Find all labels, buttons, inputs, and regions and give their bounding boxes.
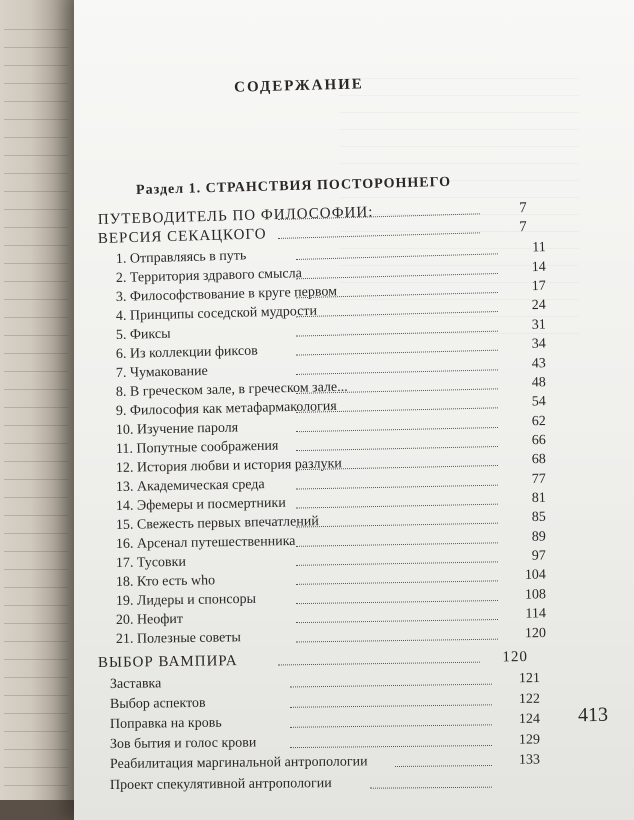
toc-page-number: 114: [504, 606, 546, 623]
toc-page-number: 129: [498, 732, 540, 748]
dot-leader: [296, 580, 498, 585]
dot-leader: [296, 427, 498, 432]
toc-page-number: 17: [504, 279, 546, 296]
toc-title: 20. Неофит: [116, 612, 183, 629]
toc-title: 2. Территория здравого смысла: [116, 266, 302, 287]
toc-page-number: 68: [504, 452, 546, 469]
toc-title: ВЫБОР ВАМПИРА: [98, 653, 238, 672]
page-title: СОДЕРЖАНИЕ: [174, 75, 424, 99]
dot-leader: [296, 273, 498, 279]
toc-page-number: 121: [498, 671, 540, 688]
toc-title: ВЕРСИЯ СЕКАЦКОГО: [98, 226, 267, 248]
toc-title: 18. Кто есть who: [116, 573, 215, 591]
dot-leader: [290, 724, 492, 727]
dot-leader: [296, 331, 498, 337]
dot-leader: [296, 523, 498, 528]
toc-page-number: 43: [504, 356, 546, 373]
toc-page-number: 104: [504, 567, 546, 584]
dot-leader: [395, 765, 492, 767]
toc-page-number: 66: [504, 433, 546, 450]
left-page-edge: [0, 0, 78, 800]
dot-leader: [296, 600, 498, 604]
toc-title: 11. Попутные соображения: [116, 439, 279, 458]
toc-title: ПУТЕВОДИТЕЛЬ ПО ФИЛОСОФИИ:: [98, 204, 374, 229]
dot-leader: [296, 619, 498, 623]
dot-leader: [296, 542, 498, 547]
toc-title: 9. Философия как метафармакология: [116, 399, 337, 420]
toc-title: 10. Изучение пароля: [116, 420, 239, 439]
dot-leader: [296, 350, 498, 356]
dot-leader: [278, 232, 480, 239]
toc-title: 7. Чумакование: [116, 364, 208, 382]
toc-title: Заставка: [110, 676, 162, 693]
toc-title: 6. Из коллекции фиксов: [116, 344, 258, 363]
toc-title: Поправка на кровь: [110, 716, 222, 733]
toc-page-number: 62: [504, 414, 546, 431]
dot-leader: [290, 684, 492, 688]
toc-page-number: 48: [504, 375, 546, 392]
toc-title: 13. Академическая среда: [116, 477, 265, 496]
toc-page-number: 124: [498, 712, 540, 729]
toc-row: [110, 774, 540, 800]
toc-page-number: 54: [504, 394, 546, 411]
contents-page: [74, 0, 634, 820]
dot-leader: [296, 253, 498, 260]
toc-page-number: 85: [504, 510, 546, 527]
toc-page-number: 133: [498, 752, 540, 768]
toc-title: 15. Свежесть первых впечатлений: [116, 514, 319, 534]
toc-title: 1. Отправляясь в путь: [116, 248, 247, 268]
toc-page-number: 108: [504, 587, 546, 604]
dot-leader: [290, 745, 492, 748]
toc-page-number: 77: [504, 472, 546, 489]
toc-page-number: 34: [504, 336, 546, 353]
toc-title: Проект спекулятивной антропологии: [110, 776, 332, 794]
page-number: 413: [578, 704, 608, 728]
toc-title: Реабилитация маргинальной антропологии: [110, 754, 368, 773]
toc-title: 4. Принципы соседской мудрости: [116, 304, 318, 325]
toc-page-number: 7: [486, 219, 528, 237]
toc-page-number: 89: [504, 529, 546, 546]
toc-page-number: 7: [486, 200, 528, 218]
toc-page-number: 120: [486, 649, 528, 667]
dot-leader: [296, 485, 498, 490]
toc-title: Выбор аспектов: [110, 696, 206, 713]
toc-title: 21. Полезные советы: [116, 630, 241, 648]
toc-title: 5. Фиксы: [116, 327, 171, 344]
dot-leader: [296, 639, 498, 643]
toc-title: 19. Лидеры и спонсоры: [116, 592, 256, 610]
dot-leader: [296, 369, 498, 375]
dot-leader: [290, 704, 492, 707]
toc-page-number: 11: [504, 240, 546, 257]
toc-page-number: 97: [504, 548, 546, 565]
toc-title: 12. История любви и история разлуки: [116, 456, 342, 477]
toc-title: 3. Философствование в круге первом: [116, 284, 338, 306]
toc-title: 8. В греческом зале, в греческом зале...: [116, 380, 348, 401]
dot-leader: [296, 446, 498, 451]
toc-title: 16. Арсенал путешественника: [116, 534, 296, 553]
toc-page-number: 120: [504, 626, 546, 643]
toc-title: 14. Эфемеры и посмертники: [116, 496, 286, 515]
dot-leader: [296, 504, 498, 509]
toc-title: 17. Тусовки: [116, 555, 186, 572]
section-heading: Раздел 1. СТРАНСТВИЯ ПОСТОРОННЕГО: [136, 171, 596, 199]
dot-leader: [370, 787, 492, 789]
toc-page-number: 81: [504, 491, 546, 508]
dot-leader: [296, 561, 498, 566]
toc-page-number: 14: [504, 260, 546, 277]
toc-page-number: 122: [498, 692, 540, 709]
toc-page-number: 31: [504, 317, 546, 334]
toc-page-number: 24: [504, 298, 546, 315]
toc-title: Зов бытия и голос крови: [110, 735, 257, 753]
dot-leader: [296, 311, 498, 317]
left-page-text-lines: [4, 14, 68, 806]
dot-leader: [278, 662, 480, 666]
